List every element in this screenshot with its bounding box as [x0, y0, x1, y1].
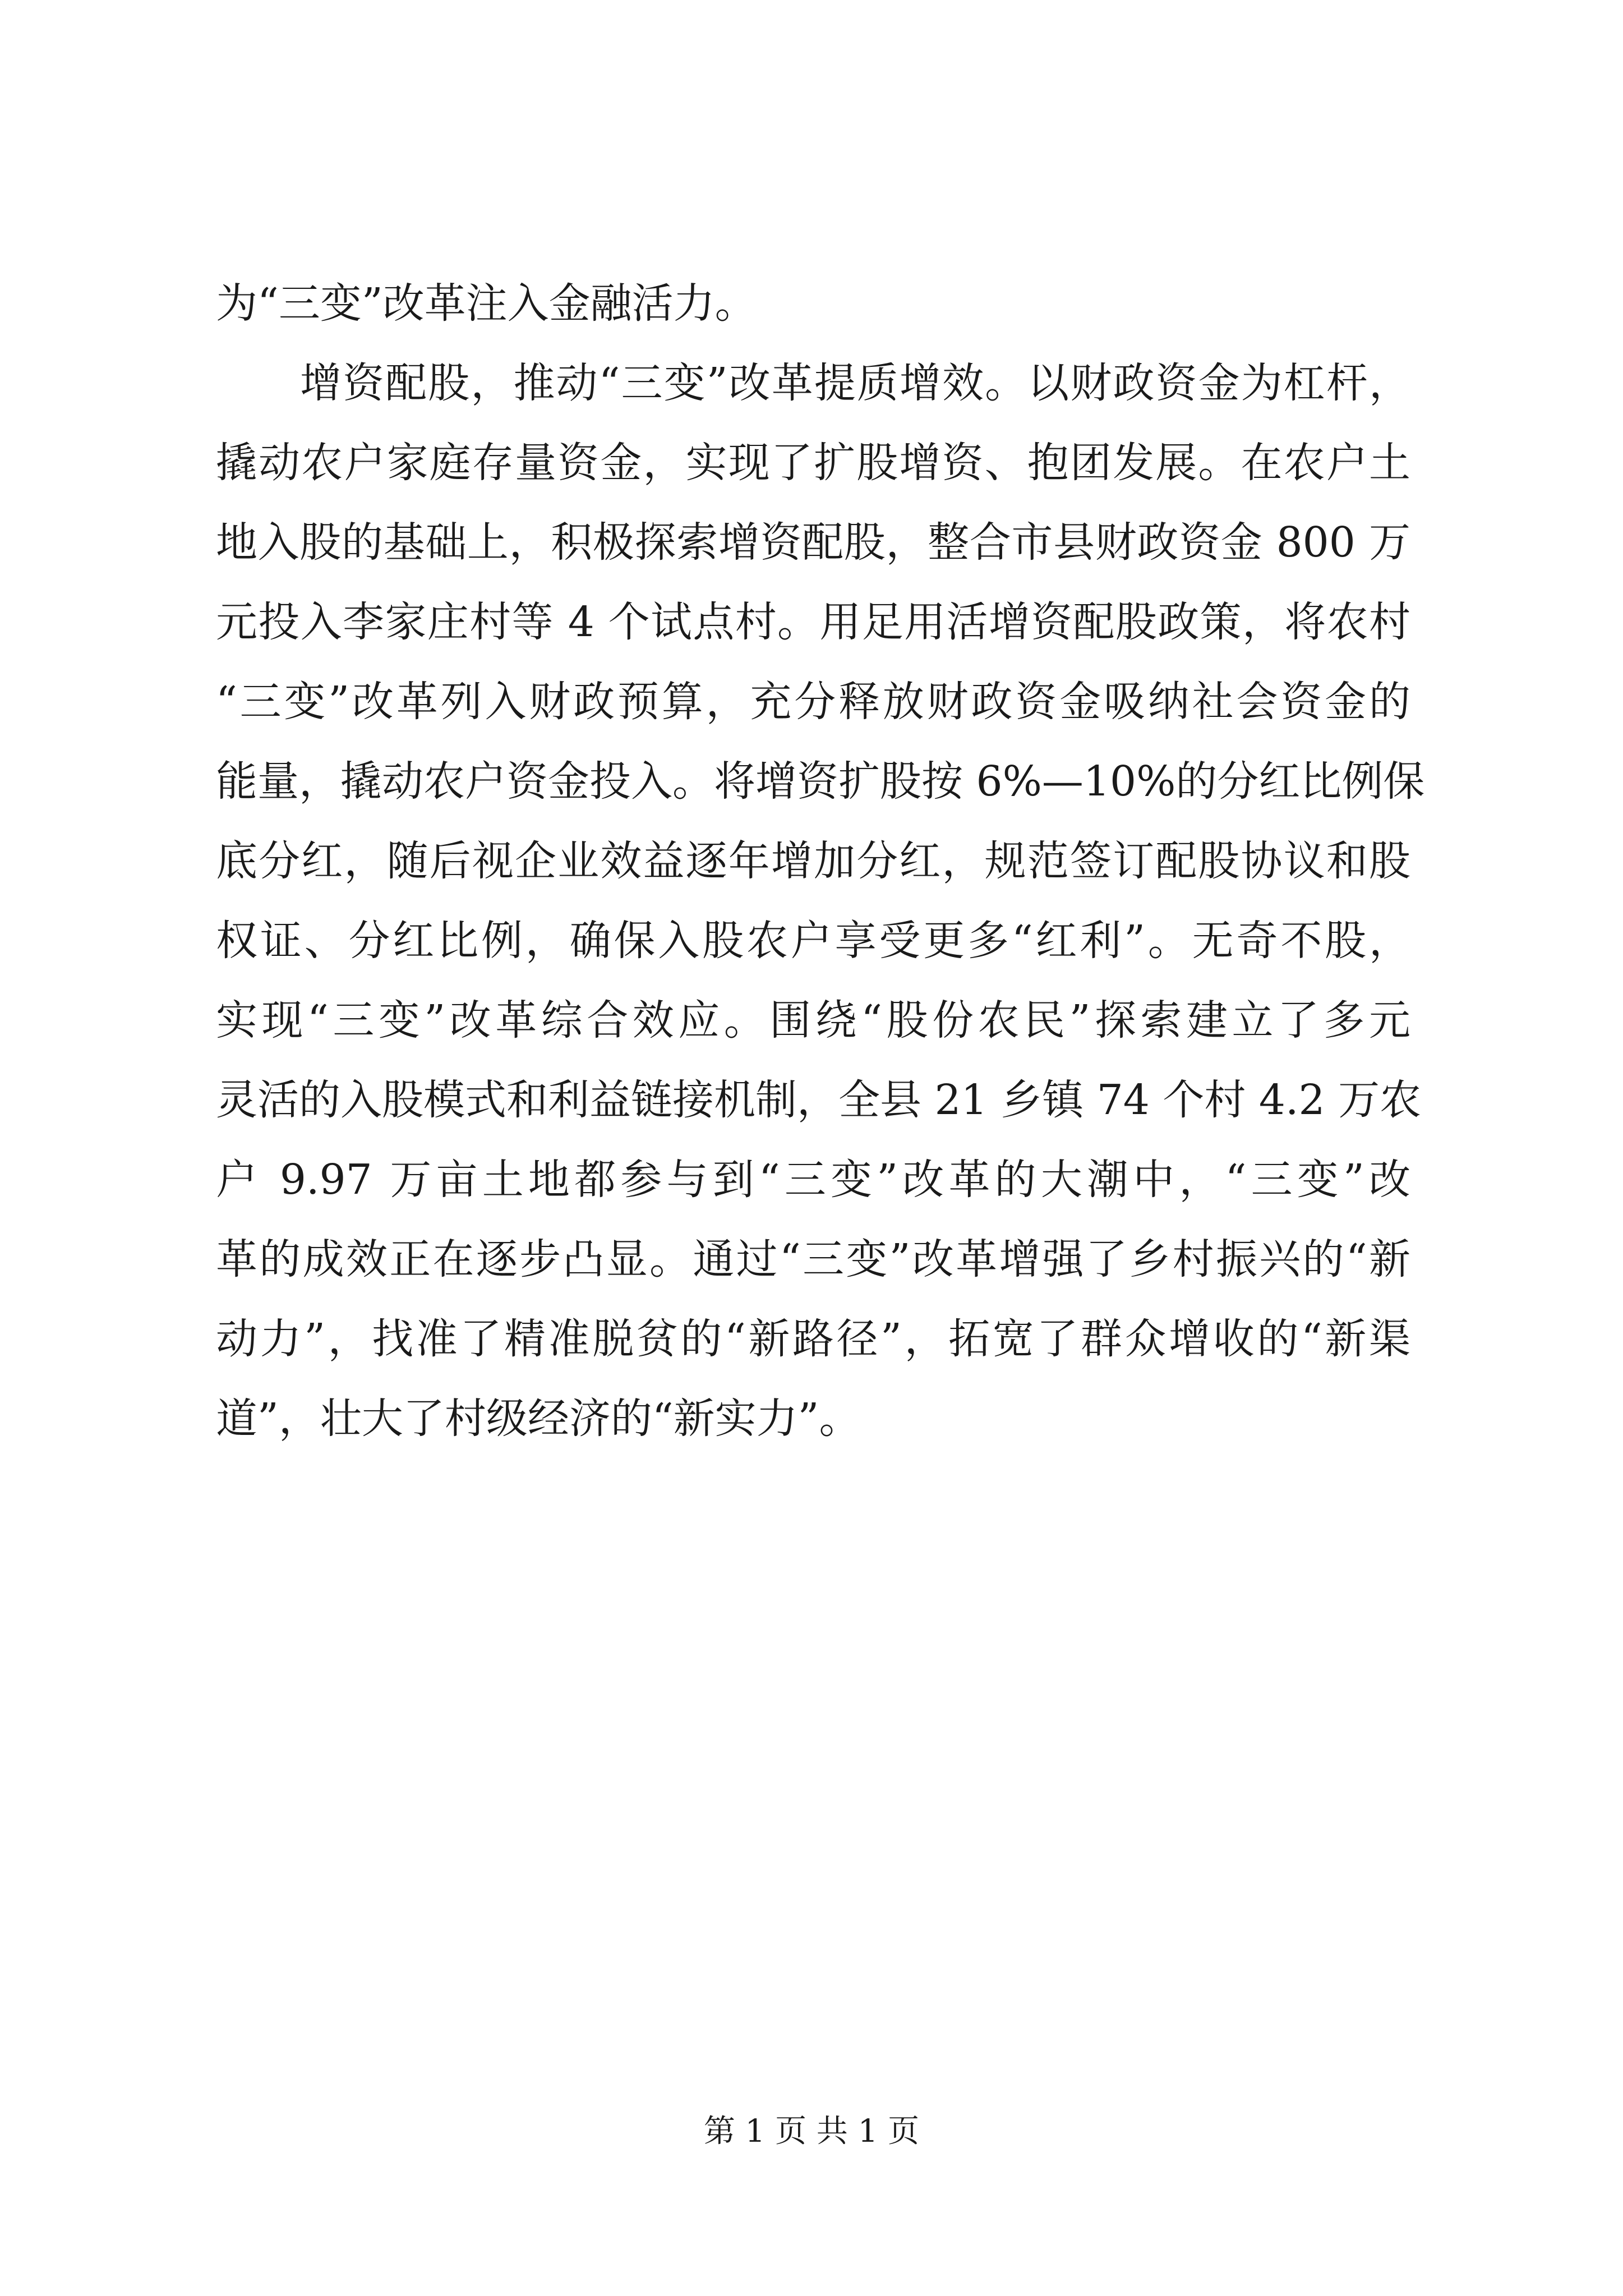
text-line: 能量，撬动农户资金投入。将增资扩股按 6%—10%的分红比例保 — [216, 757, 1425, 806]
text-line: 动力”，找准了精准脱贫的“新路径”，拓宽了群众增收的“新渠 — [216, 1315, 1410, 1363]
text-line: 户 9.97 万亩土地都参与到“三变”改革的大潮中，“三变”改 — [216, 1156, 1410, 1204]
text-line: 底分红，随后视企业效益逐年增加分红，规范签订配股协议和股 — [216, 837, 1410, 885]
text-line: “三变”改革列入财政预算，充分释放财政资金吸纳社会资金的 — [216, 678, 1410, 726]
text-line: 地入股的基础上，积极探索增资配股，整合市县财政资金 800 万 — [216, 518, 1410, 567]
text-line: 为“三变”改革注入金融活力。 — [216, 279, 757, 328]
text-line: 权证、分红比例，确保入股农户享受更多“红利”。无奇不股， — [216, 917, 1410, 965]
page-footer: 第 1 页 共 1 页 — [703, 2113, 920, 2150]
text-line: 元投入李家庄村等 4 个试点村。用足用活增资配股政策，将农村 — [216, 598, 1410, 646]
text-line: 实现“三变”改革综合效应。围绕“股份农民”探索建立了多元 — [216, 996, 1410, 1045]
body-text — [216, 264, 1425, 1458]
text-line: 增资配股，推动“三变”改革提质增效。以财政资金为杠杆， — [300, 359, 1410, 407]
text-line: 革的成效正在逐步凸显。通过“三变”改革增强了乡村振兴的“新 — [216, 1235, 1410, 1283]
text-line: 道”，壮大了村级经济的“新实力”。 — [216, 1395, 861, 1443]
text-line: 灵活的入股模式和利益链接机制，全县 21 乡镇 74 个村 4.2 万农 — [216, 1076, 1422, 1124]
text-line: 撬动农户家庭存量资金，实现了扩股增资、抱团发展。在农户土 — [216, 439, 1410, 487]
